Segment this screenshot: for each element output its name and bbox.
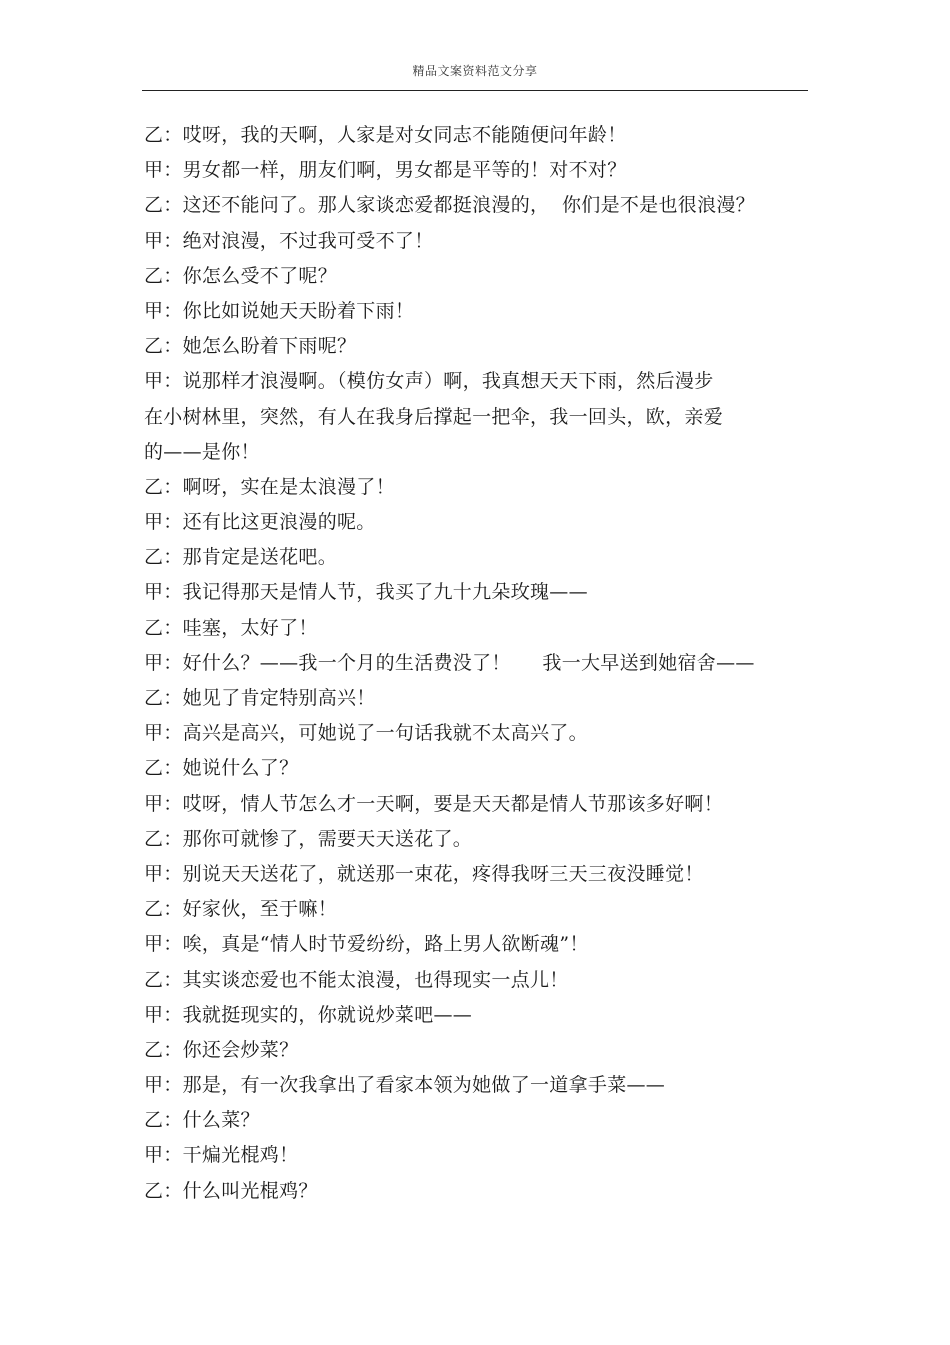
dialogue-line: 乙：那肯定是送花吧。: [144, 546, 338, 569]
dialogue-line: 乙：这还不能问了。那人家谈恋爱都挺浪漫的， 你们是不是也很浪漫？: [144, 194, 755, 217]
dialogue-line: 乙：什么叫光棍鸡？: [144, 1179, 318, 1202]
dialogue-line: 甲：我就挺现实的，你就说炒菜吧——: [144, 1003, 473, 1026]
dialogue-line: 乙：她说什么了？: [144, 757, 299, 780]
dialogue-line: 乙：她见了肯定特别高兴！: [144, 687, 376, 709]
dialogue-line: 甲：好什么？——我一个月的生活费没了！ 我一大早送到她宿舍——: [144, 651, 755, 674]
dialogue-line: 乙：啊呀，实在是太浪漫了！: [144, 475, 395, 498]
dialogue-line: 乙：你怎么受不了呢？: [144, 264, 338, 287]
dialogue-line: 乙：哎呀，我的天啊，人家是对女同志不能随便问年龄！: [144, 124, 627, 146]
dialogue-line: 甲：说那样才浪漫啊。（模仿女声）啊，我真想天天下雨，然后漫步: [144, 370, 714, 393]
dialogue-line: 乙：她怎么盼着下雨呢？: [144, 335, 357, 358]
dialogue-line: 乙：哇塞，太好了！: [144, 616, 318, 639]
page-header-title: 精品文案资料范文分享: [412, 64, 538, 78]
dialogue-line: 甲：男女都一样，朋友们啊，男女都是平等的！对不对？: [144, 159, 627, 182]
dialogue-line: 乙：你还会炒菜？: [144, 1038, 299, 1061]
dialogue-line: 甲：唉，真是“情人时节爱纷纷，路上男人欲断魂”！: [144, 933, 589, 956]
header-divider: [142, 90, 808, 91]
dialogue-line: 甲：哎呀，情人节怎么才一天啊，要是天天都是情人节那该多好啊！: [144, 792, 724, 815]
dialogue-line: 甲：我记得那天是情人节，我买了九十九朵玫瑰——: [144, 581, 588, 604]
dialogue-line: 乙：什么菜？: [144, 1109, 260, 1132]
dialogue-line: 在小树林里，突然，有人在我身后撑起一把伞，我一回头，欧，亲爱: [144, 405, 724, 428]
dialogue-line: 甲：绝对浪漫，不过我可受不了！: [144, 229, 434, 252]
dialogue-line: 乙：其实谈恋爱也不能太浪漫，也得现实一点儿！: [144, 968, 569, 991]
dialogue-line: 甲：还有比这更浪漫的呢。: [144, 511, 376, 534]
document-body: [144, 118, 804, 1209]
dialogue-line: 甲：那是，有一次我拿出了看家本领为她做了一道拿手菜——: [144, 1074, 666, 1097]
dialogue-line: 乙：好家伙，至于嘛！: [144, 898, 338, 921]
dialogue-line: 甲：你比如说她天天盼着下雨！: [144, 299, 415, 322]
dialogue-line: 的——是你！: [144, 440, 260, 463]
dialogue-line: 甲：高兴是高兴，可她说了一句话我就不太高兴了。: [144, 722, 588, 745]
dialogue-line: 乙：那你可就惨了，需要天天送花了。: [144, 827, 473, 850]
dialogue-line: 甲：别说天天送花了，就送那一束花，疼得我呀三天三夜没睡觉！: [144, 862, 704, 885]
dialogue-line: 甲：干煸光棍鸡！: [144, 1144, 299, 1167]
